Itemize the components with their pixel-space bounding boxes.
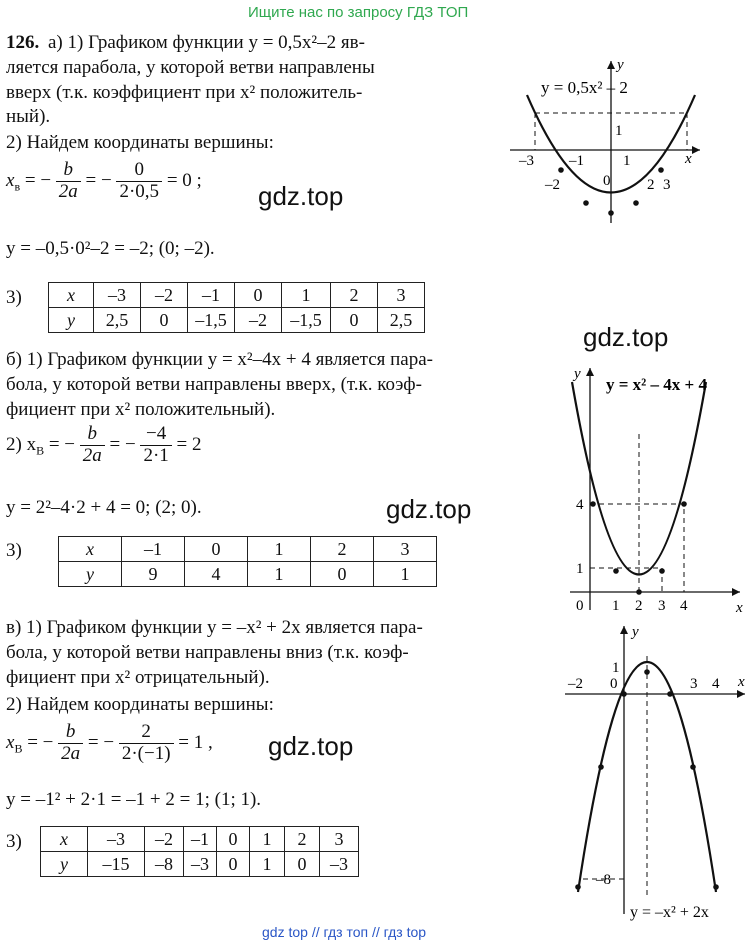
- table-cell: 1: [374, 562, 437, 587]
- part-a-step2: 2) Найдем координаты вершины:: [6, 132, 274, 153]
- table-cell: 2: [311, 537, 374, 562]
- axis-label-y: y: [632, 624, 639, 640]
- plot-point: [575, 884, 581, 890]
- table-cell: 3: [378, 283, 425, 308]
- plot-point: [608, 210, 614, 216]
- table-cell: 0: [185, 537, 248, 562]
- plot-point: [621, 691, 627, 697]
- axis-label-x: x: [738, 674, 745, 690]
- part-b-values-table: [58, 536, 437, 587]
- table-cell: x: [41, 827, 88, 852]
- part-b-line2: бола, у которой ветви направлены вверх, (т.к. коэф-: [6, 374, 422, 395]
- table-cell: x: [49, 283, 94, 308]
- table-cell: 4: [185, 562, 248, 587]
- watermark: gdz.top: [258, 181, 344, 211]
- part-a-line4: ный).: [6, 106, 51, 127]
- table-cell: –2: [235, 308, 282, 333]
- table-cell: –3: [320, 852, 359, 877]
- tick-label: –1: [569, 153, 584, 169]
- y-axis-arrow-icon: [620, 626, 628, 634]
- plot-point: [633, 200, 639, 206]
- table-cell: 0: [285, 852, 320, 877]
- footer-text: gdz top // гдз топ // гдз top: [262, 924, 427, 940]
- plot-point: [613, 568, 619, 574]
- plot-point: [667, 691, 673, 697]
- part-v-step3: 3): [6, 831, 22, 852]
- tick-label: 4: [576, 497, 584, 513]
- problem-number: 126.: [6, 32, 40, 53]
- part-a-step3: 3): [6, 287, 22, 308]
- part-v-vertex-x: $x_B$ = − $\frac{b}{2a}$ = − $\frac{2}{2\cdot(-1)}$ = 1 ,: [6, 721, 213, 764]
- table-cell: –8: [145, 852, 184, 877]
- table-cell: –1: [122, 537, 185, 562]
- part-a-line1: а) 1) Графиком функции y = 0,5x²–2 яв-: [48, 32, 365, 53]
- table-row: [49, 308, 425, 333]
- tick-label: 1: [612, 598, 620, 614]
- table-cell: y: [49, 308, 94, 333]
- table-cell: 1: [248, 562, 311, 587]
- plot-point: [713, 884, 719, 890]
- table-cell: 2: [285, 827, 320, 852]
- tick-label: –8: [596, 872, 611, 888]
- part-a-values-table: [48, 282, 425, 333]
- table-cell: –3: [88, 827, 145, 852]
- tick-label: 4: [680, 598, 688, 614]
- table-row: [41, 852, 359, 877]
- plot-point: [644, 669, 650, 675]
- plot-point: [658, 167, 664, 173]
- tick-label: 0: [603, 173, 611, 189]
- graph-label: y = –x² + 2x: [630, 904, 709, 921]
- graph-label: y = x² – 4x + 4: [606, 375, 707, 394]
- part-b-line3: фициент при x² положительный).: [6, 399, 276, 420]
- axis-label-y: y: [574, 366, 581, 382]
- watermark: gdz.top: [268, 731, 354, 761]
- table-cell: –1,5: [188, 308, 235, 333]
- plot-point: [636, 589, 642, 595]
- part-v-step2: 2) Найдем координаты вершины:: [6, 694, 274, 715]
- part-b-vertex-y: y = 2²–4·2 + 4 = 0; (2; 0).: [6, 497, 202, 518]
- table-cell: –3: [94, 283, 141, 308]
- tick-label: –3: [519, 153, 534, 169]
- table-cell: 0: [217, 852, 250, 877]
- part-a-line3: вверх (т.к. коэффициент при x² положитель-: [6, 82, 363, 103]
- table-cell: 2,5: [378, 308, 425, 333]
- table-cell: 3: [374, 537, 437, 562]
- table-cell: –3: [184, 852, 217, 877]
- part-b-line1: б) 1) Графиком функции y = x²–4x + 4 является пара-: [6, 349, 433, 370]
- table-cell: –1: [184, 827, 217, 852]
- table-cell: 1: [250, 827, 285, 852]
- plot-point: [690, 764, 696, 770]
- table-cell: x: [59, 537, 122, 562]
- plot-point: [558, 167, 564, 173]
- tick-label: –2: [568, 676, 583, 692]
- table-cell: 1: [248, 537, 311, 562]
- table-cell: y: [41, 852, 88, 877]
- part-a-line2: ляется парабола, у которой ветви направлены: [6, 57, 375, 78]
- table-cell: 2: [331, 283, 378, 308]
- tick-label: 0: [576, 598, 584, 614]
- part-b-vertex-x: 2) $x_B$ = − $\frac{b}{2a}$ = − $\frac{-4}{2\cdot 1}$ = 2: [6, 423, 202, 466]
- tick-label: –2: [545, 177, 560, 193]
- tick-label: 3: [690, 676, 698, 692]
- tick-label: 0: [610, 676, 618, 692]
- plot-point: [659, 568, 665, 574]
- table-cell: 0: [141, 308, 188, 333]
- tick-label: 1: [576, 561, 584, 577]
- part-v-line2: бола, у которой ветви направлены вниз (т.к. коэф-: [6, 642, 409, 663]
- table-cell: 0: [217, 827, 250, 852]
- watermark: gdz.top: [386, 494, 472, 524]
- x-axis-arrow-icon: [737, 690, 745, 698]
- table-cell: –1,5: [282, 308, 331, 333]
- tick-label: 4: [712, 676, 720, 692]
- axis-label-x: x: [736, 600, 743, 616]
- table-cell: –1: [188, 283, 235, 308]
- watermark: gdz.top: [583, 322, 669, 352]
- y-axis-arrow-icon: [607, 61, 615, 69]
- table-cell: –2: [141, 283, 188, 308]
- part-v-line1: в) 1) Графиком функции y = –x² + 2x является пара-: [6, 617, 423, 638]
- table-row: [49, 283, 425, 308]
- table-cell: 0: [311, 562, 374, 587]
- tick-label: 2: [635, 598, 643, 614]
- table-cell: 9: [122, 562, 185, 587]
- y-axis-arrow-icon: [586, 368, 594, 376]
- part-a-vertex-y: y = –0,5·0²–2 = –2; (0; –2).: [6, 238, 215, 259]
- table-cell: –2: [145, 827, 184, 852]
- part-v-line3: фициент при x² отрицательный).: [6, 667, 270, 688]
- graph-label: y = 0,5x² – 2: [541, 78, 628, 97]
- table-row: [59, 562, 437, 587]
- graph-v: [560, 622, 750, 922]
- tick-label: 1: [623, 153, 631, 169]
- x-axis-arrow-icon: [732, 588, 740, 596]
- table-cell: 0: [331, 308, 378, 333]
- part-v-vertex-y: y = –1² + 2·1 = –1 + 2 = 1; (1; 1).: [6, 789, 262, 810]
- table-cell: 2,5: [94, 308, 141, 333]
- part-b-step3: 3): [6, 540, 22, 561]
- plot-point: [590, 501, 596, 507]
- table-cell: 1: [282, 283, 331, 308]
- axis-label-x: x: [685, 151, 692, 167]
- plot-point: [583, 200, 589, 206]
- graph-b: [560, 362, 750, 620]
- top-banner: Ищите нас по запросу ГДЗ ТОП: [248, 4, 469, 21]
- table-cell: 3: [320, 827, 359, 852]
- tick-label: 3: [658, 598, 666, 614]
- tick-label: 3: [663, 177, 671, 193]
- tick-label: 1: [615, 123, 623, 139]
- tick-label: 2: [647, 177, 655, 193]
- tick-label: 1: [612, 660, 620, 676]
- table-row: [41, 827, 359, 852]
- table-cell: 1: [250, 852, 285, 877]
- table-cell: –15: [88, 852, 145, 877]
- table-cell: y: [59, 562, 122, 587]
- part-v-values-table: [40, 826, 359, 877]
- x-axis-arrow-icon: [692, 146, 700, 154]
- plot-point: [681, 501, 687, 507]
- guide-line: [590, 432, 684, 592]
- plot-point: [598, 764, 604, 770]
- part-a-vertex-x: $x_в$ = − $\frac{b}{2a}$ = − $\frac{0}{2\cdot 0,5}$ = 0 ;: [6, 159, 202, 202]
- graph-a: [505, 55, 715, 230]
- axis-label-y: y: [617, 57, 624, 73]
- table-row: [59, 537, 437, 562]
- table-cell: 0: [235, 283, 282, 308]
